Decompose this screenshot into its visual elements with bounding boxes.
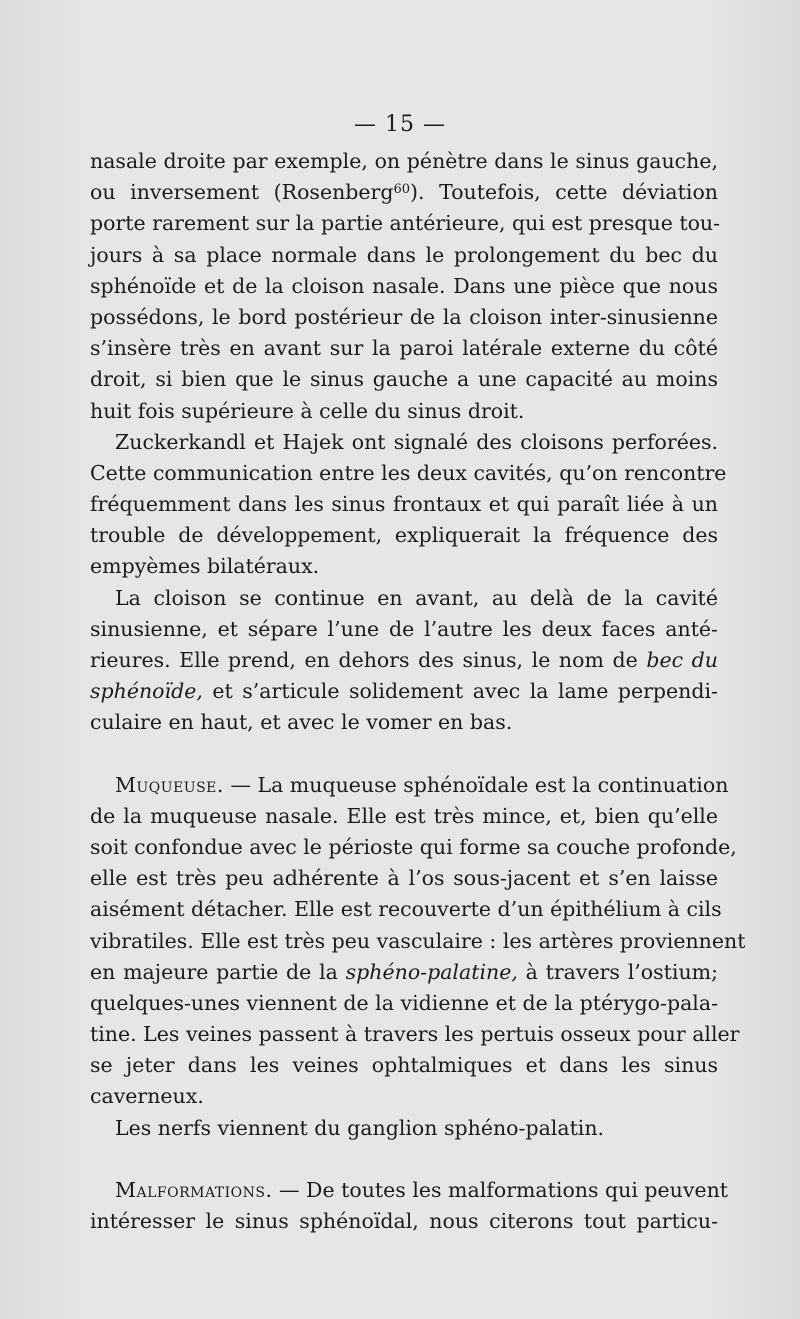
reference-number: 60 <box>393 182 411 198</box>
text-line <box>90 645 718 676</box>
paragraph-2 <box>90 427 727 583</box>
section-muqueuse <box>90 770 746 1113</box>
text-line: s’insère très en avant sur la paroi latérale externe du côté <box>90 336 718 361</box>
text-line: soit confondue avec le périoste qui forme sa couche profonde, <box>90 834 737 859</box>
text-line: tine. Les veines passent à travers les pertuis osseux pour aller <box>90 1022 740 1047</box>
text-span: — La muqueuse sphénoïdale est la continuation <box>223 772 729 797</box>
text-line: culaire en haut, et avec le vomer en bas. <box>90 710 513 735</box>
text-line: elle est très peu adhérente à l’os sous-jacent et s’en laisse <box>90 866 718 891</box>
text-line: quelques-unes viennent de la vidienne et de la ptérygo-pala- <box>90 990 718 1015</box>
italic-term: sphénoïde, <box>90 679 203 704</box>
text-span: en majeure partie de la <box>90 959 346 984</box>
text-line <box>90 1175 729 1206</box>
italic-term: sphéno-palatine, <box>345 959 518 984</box>
text-line: Zuckerkandl et Hajek ont signalé des cloisons perforées. <box>115 429 718 454</box>
section-gap <box>90 739 718 770</box>
text-line: caverneux. <box>90 1084 204 1109</box>
text-line <box>90 770 729 801</box>
text-span: ). Toutefois, cette déviation <box>410 180 718 205</box>
text-line: droit, si bien que le sinus gauche a une capacité au moins <box>90 367 718 392</box>
text-line: intéresser le sinus sphénoïdal, nous citerons tout particu- <box>90 1209 718 1233</box>
text-span: rieures. Elle prend, en dehors des sinus, le nom de <box>90 648 647 672</box>
text-line: sinusienne, et sépare l’une de l’autre les deux faces anté- <box>90 616 718 641</box>
text-line: Les nerfs viennent du ganglion sphéno-palatin. <box>115 1115 605 1140</box>
text-line: nasale droite par exemple, on pénètre dans le sinus gauche, <box>90 149 718 173</box>
paragraph-3 <box>90 583 718 739</box>
text-line: fréquemment dans les sinus frontaux et qui paraît liée à un <box>90 492 718 517</box>
text-line <box>90 957 718 988</box>
text-line: jours à sa place normale dans le prolongement du bec du <box>90 242 718 267</box>
text-line <box>90 676 718 707</box>
italic-term: bec du <box>646 648 718 672</box>
text-line: vibratiles. Elle est très peu vasculaire : les artères proviennent <box>90 928 746 953</box>
text-span: ou inversement (Rosenberg <box>90 180 394 205</box>
text-span: — De toutes les malformations qui peuvent <box>272 1177 729 1202</box>
section-malformations <box>90 1175 729 1237</box>
text-line: porte rarement sur la partie antérieure, qui est presque tou- <box>90 211 721 236</box>
text-line: trouble de développement, expliquerait la fréquence des <box>90 523 718 548</box>
paragraph-nerfs <box>90 1113 718 1144</box>
text-line: huit fois supérieure à celle du sinus droit. <box>90 398 525 423</box>
text-line: aisément détacher. Elle est recouverte d’un épithélium à cils <box>90 897 722 922</box>
text-line: se jeter dans les veines ophtalmiques et dans les sinus <box>90 1053 718 1078</box>
text-line: empyèmes bilatéraux. <box>90 554 320 579</box>
page-number: — 15 — <box>354 112 446 137</box>
text-line: de la muqueuse nasale. Elle est très mince, et, bien qu’elle <box>90 803 718 828</box>
body-text <box>90 146 746 1237</box>
section-heading: Muqueuse. <box>115 772 224 797</box>
text-line <box>90 177 718 208</box>
section-heading: Malformations. <box>115 1177 273 1202</box>
text-line: sphénoïde et de la cloison nasale. Dans une pièce que nous <box>90 273 718 298</box>
text-line: possédons, le bord postérieur de la cloison inter-sinusienne <box>90 304 718 329</box>
text-line: La cloison se continue en avant, au delà de la cavité <box>115 585 718 610</box>
paragraph-1 <box>90 146 721 427</box>
text-line: Cette communication entre les deux cavités, qu’on rencontre <box>90 460 727 485</box>
text-span: et s’articule solidement avec la lame perpendi- <box>202 679 718 704</box>
text-span: à travers l’ostium; <box>517 959 718 984</box>
section-gap <box>90 1144 718 1175</box>
